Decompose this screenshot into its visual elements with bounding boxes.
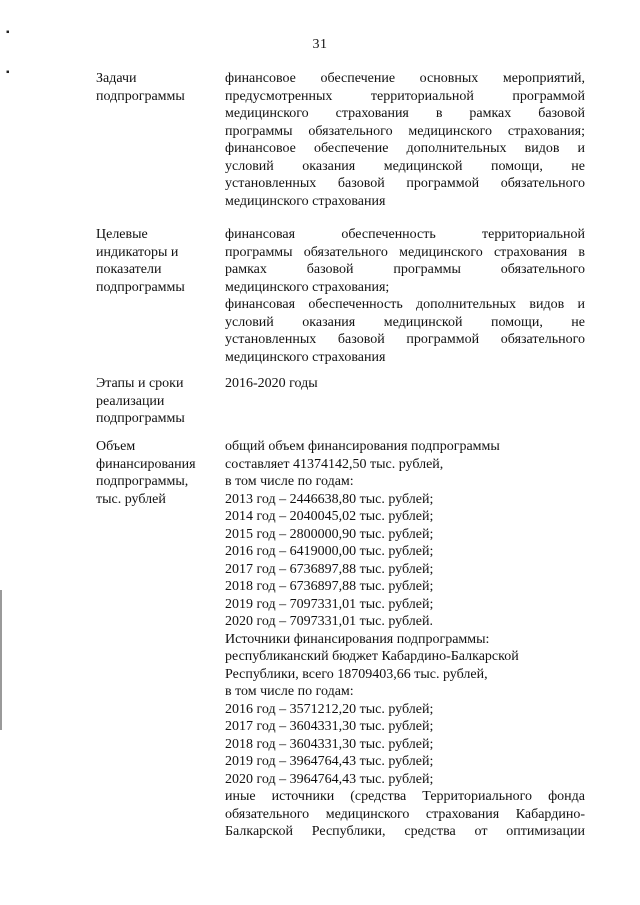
text-line: 2019 год – 7097331,01 тыс. рублей; <box>225 596 434 612</box>
text-line: финансовое обеспечение основных мероприятий, <box>225 71 585 86</box>
page-number: 31 <box>312 37 328 52</box>
text-line: общий объем финансирования подпрограммы <box>225 439 500 454</box>
text-line: медицинского страхования в рамках базовой <box>225 106 585 121</box>
text-line: 2017 год – 3604331,30 тыс. рублей; <box>225 719 434 734</box>
text-line: обязательного медицинского страхования Кабардино- <box>225 806 585 822</box>
text-line: программы обязательного медицинского страхования в <box>225 244 585 260</box>
volume-content <box>225 438 585 841</box>
scan-edge-shadow <box>0 590 2 730</box>
text-line: условий оказания медицинской помощи, не <box>225 314 585 330</box>
text-line: 2016-2020 годы <box>225 376 318 391</box>
text-line: финансовая обеспеченность территориальной <box>225 227 585 242</box>
text-line: в том числе по годам: <box>225 684 354 699</box>
volume-label: Объем финансирования подпрограммы, тыс. рублей <box>96 439 196 507</box>
text-line: иные источники (средства Территориального фонда <box>225 789 585 804</box>
text-line: медицинского страхования <box>225 349 386 365</box>
text-line: медицинского страхования; <box>225 279 390 295</box>
text-line: Источники финансирования подпрограммы: <box>225 631 490 647</box>
scan-mark: ▪ <box>6 27 10 38</box>
text-line: 2016 год – 3571212,20 тыс. рублей; <box>225 701 434 717</box>
text-line: Балкарской Республики, средства от оптимизации <box>225 824 585 839</box>
indicators-content <box>225 226 585 366</box>
text-line: 2014 год – 2040045,02 тыс. рублей; <box>225 509 434 524</box>
text-line: 2015 год – 2800000,90 тыс. рублей; <box>225 526 434 542</box>
text-line: условий оказания медицинской помощи, не <box>225 158 585 174</box>
text-line: рамках базовой программы обязательного <box>225 262 585 277</box>
text-line: программы обязательного медицинского страхования; <box>225 123 585 139</box>
stages-label: Этапы и сроки реализации подпрограммы <box>96 376 185 426</box>
text-line: установленных базовой программой обязательного <box>225 176 585 191</box>
text-line: составляет 41374142,50 тыс. рублей, <box>225 456 444 472</box>
text-line: 2018 год – 6736897,88 тыс. рублей; <box>225 579 434 594</box>
text-line: 2013 год – 2446638,80 тыс. рублей; <box>225 491 434 507</box>
text-line: финансовая обеспеченность дополнительных видов и <box>225 297 585 312</box>
text-line: установленных базовой программой обязательного <box>225 332 585 347</box>
text-line: республиканский бюджет Кабардино-Балкарской <box>225 649 519 664</box>
stages-content <box>225 375 585 393</box>
text-line: в том числе по годам: <box>225 474 354 489</box>
text-line: 2016 год – 6419000,00 тыс. рублей; <box>225 544 434 559</box>
tasks-label: Задачи подпрограммы <box>96 71 185 104</box>
tasks-content <box>225 70 585 210</box>
scan-mark: ▪ <box>6 67 10 78</box>
text-line: медицинского страхования <box>225 193 386 209</box>
text-line: финансовое обеспечение дополнительных видов и <box>225 141 585 156</box>
text-line: 2020 год – 7097331,01 тыс. рублей. <box>225 614 433 629</box>
indicators-label: Целевые индикаторы и показатели подпрограммы <box>96 227 185 295</box>
text-line: 2019 год – 3964764,43 тыс. рублей; <box>225 754 434 769</box>
text-line: 2017 год – 6736897,88 тыс. рублей; <box>225 561 434 577</box>
text-line: Республики, всего 18709403,66 тыс. рублей, <box>225 666 488 682</box>
text-line: 2020 год – 3964764,43 тыс. рублей; <box>225 771 434 787</box>
text-line: предусмотренных территориальной программой <box>225 88 585 104</box>
text-line: 2018 год – 3604331,30 тыс. рублей; <box>225 736 434 752</box>
